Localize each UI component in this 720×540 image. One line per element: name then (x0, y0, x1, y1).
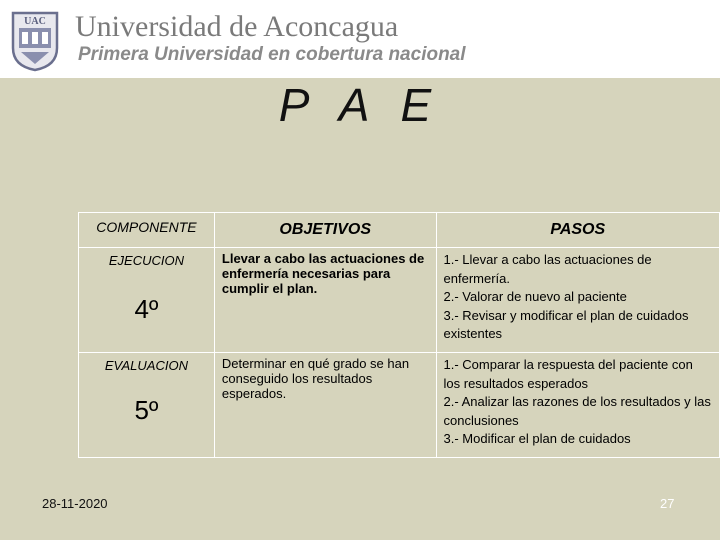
component-cell (79, 248, 215, 353)
slide-title: P A E (278, 79, 442, 131)
step-item: 1.- Comparar la respuesta del paciente con los resultados esperados (443, 357, 693, 391)
component-number: 5º (134, 395, 159, 425)
step-item: 1.- Llevar a cabo las actuaciones de enfermería. (443, 252, 652, 286)
logo-text: UAC (24, 16, 46, 27)
component-cell (79, 353, 215, 458)
table-row (79, 353, 720, 458)
table-header-row (79, 213, 720, 248)
step-item: 2.- Analizar las razones de los resultados y las conclusiones (443, 394, 711, 428)
header-objectives: OBJETIVOS (214, 213, 436, 248)
component-label: EJECUCION (108, 253, 184, 268)
component-label: EVALUACION (104, 358, 188, 373)
step-item: 2.- Valorar de nuevo al paciente (443, 289, 627, 304)
university-crest-logo (10, 10, 60, 72)
university-name: Universidad de Aconcagua (75, 10, 399, 43)
table-row (79, 248, 720, 353)
page-number: 27 (660, 496, 675, 511)
pae-table (78, 212, 720, 458)
header-component: COMPONENTE (79, 213, 215, 248)
steps-cell (436, 353, 719, 458)
step-item: 3.- Modificar el plan de cuidados (443, 431, 631, 446)
step-item: 3.- Revisar y modificar el plan de cuidados existentes (443, 307, 689, 341)
header-steps: PASOS (436, 213, 719, 248)
objective-cell: Llevar a cabo las actuaciones de enfermería necesarias para cumplir el plan. (214, 248, 436, 353)
objective-cell: Determinar en qué grado se han conseguido los resultados esperados. (214, 353, 436, 458)
component-number: 4º (134, 294, 159, 324)
footer-date: 28-11-2020 (42, 496, 108, 511)
steps-cell (436, 248, 719, 353)
university-header (0, 0, 720, 78)
university-tagline: Primera Universidad en cobertura nacional (78, 44, 466, 65)
